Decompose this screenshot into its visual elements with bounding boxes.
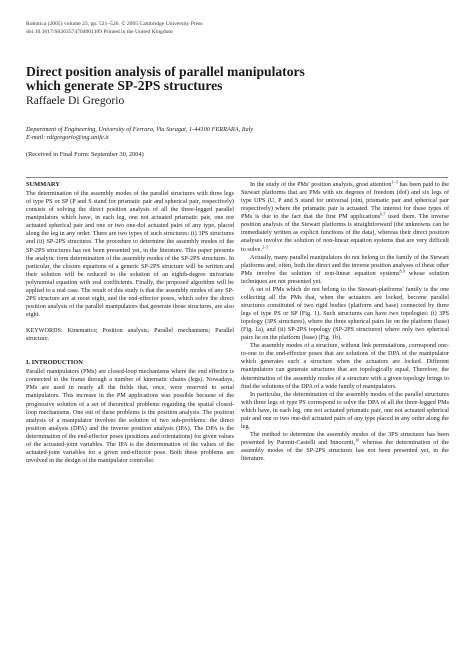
citation-ref[interactable]: 10 xyxy=(355,437,360,443)
journal-doi: doi:10.1017/S0263574704001109 Printed in the United Kingdom xyxy=(26,28,173,35)
citation-ref[interactable]: 6,7 xyxy=(380,211,386,217)
keywords: KEYWORDS: Kinematics; Position analysis; Parallel mechanisms; Parallel structure. xyxy=(26,327,234,343)
text-run: whose solution techniques are not presented yet. xyxy=(241,269,450,285)
affiliation-address: Department of Engineering, University of Ferrara, Via Saragat, 1-44100 FERRARA, Italy xyxy=(26,126,254,133)
introduction-paragraph-1: Parallel manipulators (PMs) are closed-loop mechanisms where the end effector is connected to the frame through a number of kinematic chains (legs). Nowadays, PMs are used in nearly all the fields that, once, were reserved to serial manipulators. This increase in the PM applications was possible because of the progressive solution of a set of theoretical problems regarding the spatial closed-loop mechanisms. One out of these problems is the position analysis. The position analysis of a manipulator involves the solution of two sub-problems: the direct position analysis (DPA) and the inverse position analysis (IPA). The DPA is the determination of the end-effector poses (positions and orientations) for given values of the actuated-joint variables. The IPA is the determination of the values of the actuated-joint variables for a given end-effector pose. Both these problems are involved in the design of the manipulator controller. xyxy=(26,368,234,464)
text-run: used them. The inverse position analysis of the Stewart platforms is straightforward (the unknowns can be immediately written as explicit functions of the data), whereas their direct position analyses involve the solution of non-linear equation systems that are very difficult to solve. xyxy=(241,213,449,253)
right-paragraph-2 xyxy=(241,254,449,286)
citation-ref[interactable]: 8,9 xyxy=(399,268,405,274)
text-run: Actually, many parallel manipulators do not belong to the family of the Stewart platforms and, often, both the direct and the inverse position analyses of these other PMs involve the solution of non-linear equation systems xyxy=(241,253,449,277)
header-divider xyxy=(26,177,448,178)
affiliation-email: E-mail: rdigregorio@ing.unife.it xyxy=(26,134,109,141)
received-date: (Received in Final Form: September 30, 2004) xyxy=(26,151,144,158)
left-column xyxy=(26,181,234,465)
journal-citation: Robotica (2005) volume 23, pp. 521–526. © 2005 Cambridge University Press xyxy=(26,21,203,27)
text-run: has been paid to the Stewart platforms that are PMs with six degrees of freedom (dof) and six legs of type UPS (U, P and S stand for universal joint, prismatic pair and spherical pair respectively) where the prismatic pair is actuated. The interest for these types of PMs is due to the fact that the first PM applications xyxy=(241,181,449,221)
text-run: In the study of the PMs' position analysis, great attention xyxy=(250,181,392,188)
title-line-1: Direct position analysis of parallel manipulators xyxy=(26,64,305,79)
right-paragraph-4: The assembly modes of a structure, without link permutations, correspond one-to-one to the end-effector poses that are solutions of the DPA of the manipulator which generates such a structure when the actuators are locked. Different manipulators can generate structures that are topologically equal. Therefore, the determination of the assembly modes of a structure with a given topology brings to find the solutions of the DPA of a wide family of manipulators. xyxy=(241,342,449,390)
right-paragraph-1 xyxy=(241,181,449,254)
citation-ref[interactable]: 2–5 xyxy=(261,244,269,249)
citation-ref[interactable]: 1–5 xyxy=(391,179,398,185)
introduction-heading: I. INTRODUCTION xyxy=(26,359,83,367)
title-line-2: which generate SP-2PS structures xyxy=(26,78,223,93)
journal-header xyxy=(26,21,203,36)
affiliation xyxy=(26,126,253,142)
right-paragraph-5: In particular, the determination of the assembly modes of the parallel structures with three legs of type PS correspond to solve the DPA of all the three-legged PMs which have, in each leg, one not actuated prismatic pair, one not actuated spherical pair and one or two one-dof actuated pairs of any type placed in any order along the leg. xyxy=(241,390,449,430)
right-paragraph-3: A set of PMs which do not belong to the Stewart-platforms' family is the one collecting all the PMs that, when the actuators are locked, become parallel structures constituted of two rigid bodies (platform and base) connected by three legs of type PS or SP (Fig. 1). Such structures can have two topologies: (i) 3PS topology (3PS structures), where the three spherical pairs lie on the platform (base) (Fig. 1a), and (ii) SP-2PS topology (SP-2PS structures) where only two spherical pairs lie on the platform (base) (Fig. 1b). xyxy=(241,285,449,342)
text-run: whereas the determination of the assembly modes of the SP-2PS structures has not been presented yet, in the literature. xyxy=(241,439,449,463)
author-name: Raffaele Di Gregorio xyxy=(26,94,125,107)
right-paragraph-6 xyxy=(241,431,449,463)
summary-text: The determination of the assembly modes of the parallel structures with three legs of type PS or SP (P and S stand for prismatic pair and spherical pair, respectively) consists of solving the direct position analysis of all the three-legged parallel manipulators which have, in each leg, one not actuated prismatic pair, one not actuated spherical pair and one or two one-dof actuated pairs of any type, placed along the leg in any order. There are two types of such structures: (i) 3PS structures and (ii) SP-2PS structures. The procedure to determine the assembly modes of the SP-2PS structures has not been presented yet, in the literature. This paper presents the analytic form determination of the assembly modes of the SP-2PS structures. In particular, the closure equations of a generic SP-2PS structure will be written and their solution will be reduced to the solution of an eighth-degree univariate polynomial equation with real coefficients. Finally, the proposed algorithm will be applied to a real case. The result of this study is that the assembly modes of any SP-2PS structure are at most eight, and the end-effector poses, which solve the direct position analysis of the parallel manipulators that generate those structures, are also eight. xyxy=(26,190,234,318)
right-column xyxy=(241,181,449,463)
paper-title xyxy=(26,65,456,93)
summary-heading: SUMMARY xyxy=(26,181,60,188)
text-run: The method to determine the assembly modes of the 3PS structures has been presented by Parenti-Castelli and Innocenti, xyxy=(241,430,449,446)
